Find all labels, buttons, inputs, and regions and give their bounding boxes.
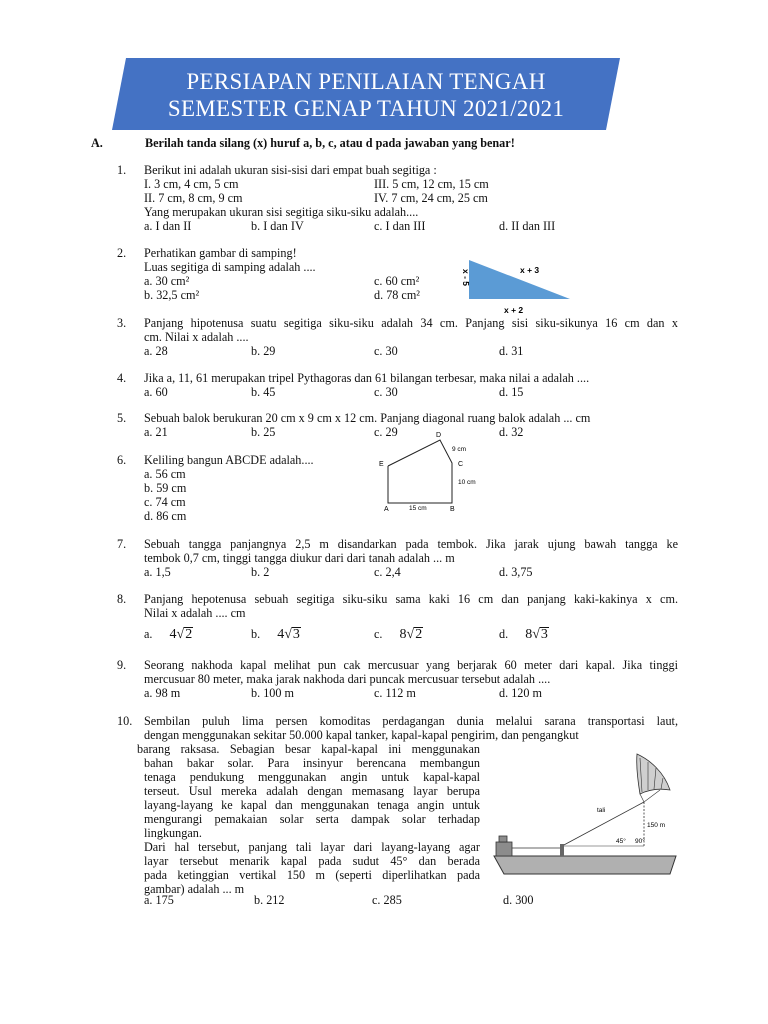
q10-label-angle-45: 45° (616, 838, 626, 845)
q7-option-d[interactable]: d. 3,75 (499, 565, 533, 579)
q10-paragraph-line: terseut. Usul mereka adalah dengan memasang layar berupa (144, 784, 480, 798)
q6-label-dc: 9 cm (452, 446, 467, 453)
q1-option-a[interactable]: a. I dan II (144, 219, 192, 233)
q6-label-bc: 10 cm (458, 479, 476, 486)
q7-number: 7. (117, 537, 127, 551)
section-letter: A. (91, 136, 103, 150)
q8-option-c-value: 8√2 (399, 627, 423, 642)
q6-option-c[interactable]: c. 74 cm (144, 495, 186, 509)
title-line-1: PERSIAPAN PENILAIAN TENGAH (186, 69, 546, 94)
q10-paragraph-line: tenaga pendukung menggunakan angin untuk kapal-kapal (144, 770, 480, 784)
q9-number: 9. (117, 658, 127, 672)
q2-label-hyp: x + 3 (520, 265, 540, 275)
q10-option-c[interactable]: c. 285 (372, 893, 402, 907)
q2-option-c[interactable]: c. 60 cm² (374, 274, 420, 288)
q8-line-1: Panjang hepotenusa sebuah segitiga siku-siku sama kaki 16 cm dan panjang kaki-kakinya x cm. (144, 592, 678, 606)
q10-option-b[interactable]: b. 212 (254, 893, 285, 907)
q8-option-d[interactable]: d. 8√3 (499, 627, 548, 642)
q8-number: 8. (117, 592, 127, 606)
q6-label-b: B (450, 506, 455, 512)
q4-option-d[interactable]: d. 15 (499, 385, 524, 399)
q3-option-a[interactable]: a. 28 (144, 344, 168, 358)
q1-option-c[interactable]: c. I dan III (374, 219, 426, 233)
q4-stem: Jika a, 11, 61 merupakan tripel Pythagoras dan 61 bilangan terbesar, maka nilai a adalah .... (144, 371, 590, 385)
q8-option-a-value: 4√2 (169, 627, 193, 642)
q5-number: 5. (117, 411, 127, 425)
q8-option-b-value: 4√3 (277, 627, 300, 642)
q2-triangle-figure (452, 255, 577, 317)
q8-line-2: Nilai x adalah .... cm (144, 606, 246, 620)
q5-option-c[interactable]: c. 29 (374, 425, 398, 439)
q10-paragraph-line: layang-layang ke kapal dan menggunakan tenaga angin untuk (144, 798, 480, 812)
q7-line-2: tembok 0,7 cm, tinggi tangga diukur dari dari tanah adalah ... m (144, 551, 455, 565)
q1-ask: Yang merupakan ukuran sisi segitiga siku-siku adalah.... (144, 205, 419, 219)
q10-paragraph-line: lingkungan. (144, 826, 202, 840)
q1-item-i: I. 3 cm, 4 cm, 5 cm (144, 177, 239, 191)
q6-pentagon (388, 440, 452, 503)
q4-option-a[interactable]: a. 60 (144, 385, 168, 399)
q5-option-d[interactable]: d. 32 (499, 425, 524, 439)
q5-option-b[interactable]: b. 25 (251, 425, 276, 439)
q8-option-a[interactable]: a. 4√2 (144, 627, 193, 642)
q2-option-d[interactable]: d. 78 cm² (374, 288, 420, 302)
q7-option-c[interactable]: c. 2,4 (374, 565, 401, 579)
section-instruction: Berilah tanda silang (x) huruf a, b, c, atau d pada jawaban yang benar! (145, 136, 515, 150)
q3-option-c[interactable]: c. 30 (374, 344, 398, 358)
q3-option-d[interactable]: d. 31 (499, 344, 524, 358)
q10-number: 10. (117, 714, 133, 728)
q9-line-1: Seorang nakhoda kapal melihat pun cak mercusuar yang berjarak 60 meter dari kapal. Jika tinggi (144, 658, 678, 672)
q6-number: 6. (117, 453, 127, 467)
q10-line-1: Sembilan puluh lima persen komoditas perdagangan dunia melalui sarana transportasi laut, (144, 714, 678, 728)
q3-line-1: Panjang hipotenusa suatu segitiga siku-siku adalah 34 cm. Panjang sisi siku-sikunya 16 cm dan x (144, 316, 678, 330)
q5-option-a[interactable]: a. 21 (144, 425, 168, 439)
q10-option-a[interactable]: a. 175 (144, 893, 174, 907)
q10-label-height: 150 m (647, 822, 666, 829)
q10-paragraph-line: bahan bakar solar. Para insinyur berencana membangun (144, 756, 480, 770)
q10-paragraph-line: Dari hal tersebut, panjang tali layar dari layang-layang agar (144, 840, 480, 854)
q4-option-b[interactable]: b. 45 (251, 385, 276, 399)
q2-stem: Perhatikan gambar di samping! (144, 246, 297, 260)
q5-stem: Sebuah balok berukuran 20 cm x 9 cm x 12 cm. Panjang diagonal ruang balok adalah ... cm (144, 411, 591, 425)
q6-label-d: D (436, 432, 442, 439)
q4-option-c[interactable]: c. 30 (374, 385, 398, 399)
q7-line-1: Sebuah tangga panjangnya 2,5 m disandarkan pada tembok. Jika jarak ujung bawah tangga ke (144, 537, 678, 551)
q6-label-a: A (384, 506, 389, 512)
q10-line-2: dengan menggunakan sekitar 50.000 kapal tanker, kapal-kapal pengirim, dan pengangkut (144, 728, 579, 742)
q9-line-2: mercusuar 80 meter, maka jarak nakhoda dari puncak mercusuar tersebut adalah .... (144, 672, 551, 686)
q10-paragraph-line: barang raksasa. Sebagian besar kapal-kapal ini menggunakan (137, 742, 480, 756)
q10-paragraph (137, 742, 480, 896)
q8-option-b[interactable]: b. 4√3 (251, 627, 300, 642)
q6-option-a[interactable]: a. 56 cm (144, 467, 186, 481)
q10-paragraph-line: gambar) adalah ... m (144, 882, 245, 896)
q1-option-b[interactable]: b. I dan IV (251, 219, 304, 233)
q2-label-base: x + 2 (504, 305, 524, 315)
q1-item-iv: IV. 7 cm, 24 cm, 25 cm (374, 191, 488, 205)
q3-option-b[interactable]: b. 29 (251, 344, 276, 358)
q1-option-d[interactable]: d. II dan III (499, 219, 556, 233)
q10-paragraph-line: mengurangi pemakaian solar serta dampak solar terhadap (144, 812, 480, 826)
q1-item-ii: II. 7 cm, 8 cm, 9 cm (144, 191, 243, 205)
q10-label-angle-90: 90° (635, 838, 645, 845)
q3-line-2: cm. Nilai x adalah .... (144, 330, 249, 344)
q1-item-iii: III. 5 cm, 12 cm, 15 cm (374, 177, 489, 191)
q7-option-b[interactable]: b. 2 (251, 565, 270, 579)
kite-icon (637, 754, 670, 802)
title-line-2: SEMESTER GENAP TAHUN 2021/2021 (167, 96, 565, 121)
q2-number: 2. (117, 246, 127, 260)
q6-option-d[interactable]: d. 86 cm (144, 509, 187, 523)
page-title (112, 68, 620, 122)
ship-icon (494, 836, 676, 874)
q10-ship-kite-figure (490, 748, 680, 880)
q6-option-b[interactable]: b. 59 cm (144, 481, 187, 495)
q9-option-c[interactable]: c. 112 m (374, 686, 416, 700)
q6-label-c: C (458, 461, 464, 468)
q3-number: 3. (117, 316, 127, 330)
q10-paragraph-line: pada ketinggian vertikal 150 m (seperti diperlihatkan pada (144, 868, 480, 882)
q9-option-b[interactable]: b. 100 m (251, 686, 294, 700)
q6-stem: Keliling bangun ABCDE adalah.... (144, 453, 314, 467)
q4-number: 4. (117, 371, 127, 385)
q9-option-a[interactable]: a. 98 m (144, 686, 181, 700)
q9-option-d[interactable]: d. 120 m (499, 686, 542, 700)
q1-number: 1. (117, 163, 127, 177)
q2-option-a[interactable]: a. 30 cm² (144, 274, 190, 288)
q8-option-c[interactable]: c. 8√2 (374, 627, 423, 642)
q10-option-d[interactable]: d. 300 (503, 893, 534, 907)
q6-label-e: E (379, 461, 384, 468)
q2-label-side: x - 5 (461, 269, 471, 287)
q8-option-d-value: 8√3 (525, 627, 548, 642)
q1-stem: Berikut ini adalah ukuran sisi-sisi dari empat buah segitiga : (144, 163, 437, 177)
q10-paragraph-line: layar tersebut menarik kapal pada sudut 45° dan berada (144, 854, 480, 868)
q2-ask: Luas segitiga di samping adalah .... (144, 260, 316, 274)
q6-label-ab: 15 cm (409, 505, 427, 512)
q10-label-tali: tali (597, 807, 606, 814)
q7-option-a[interactable]: a. 1,5 (144, 565, 171, 579)
q2-option-b[interactable]: b. 32,5 cm² (144, 288, 200, 302)
q6-pentagon-figure (372, 428, 484, 512)
